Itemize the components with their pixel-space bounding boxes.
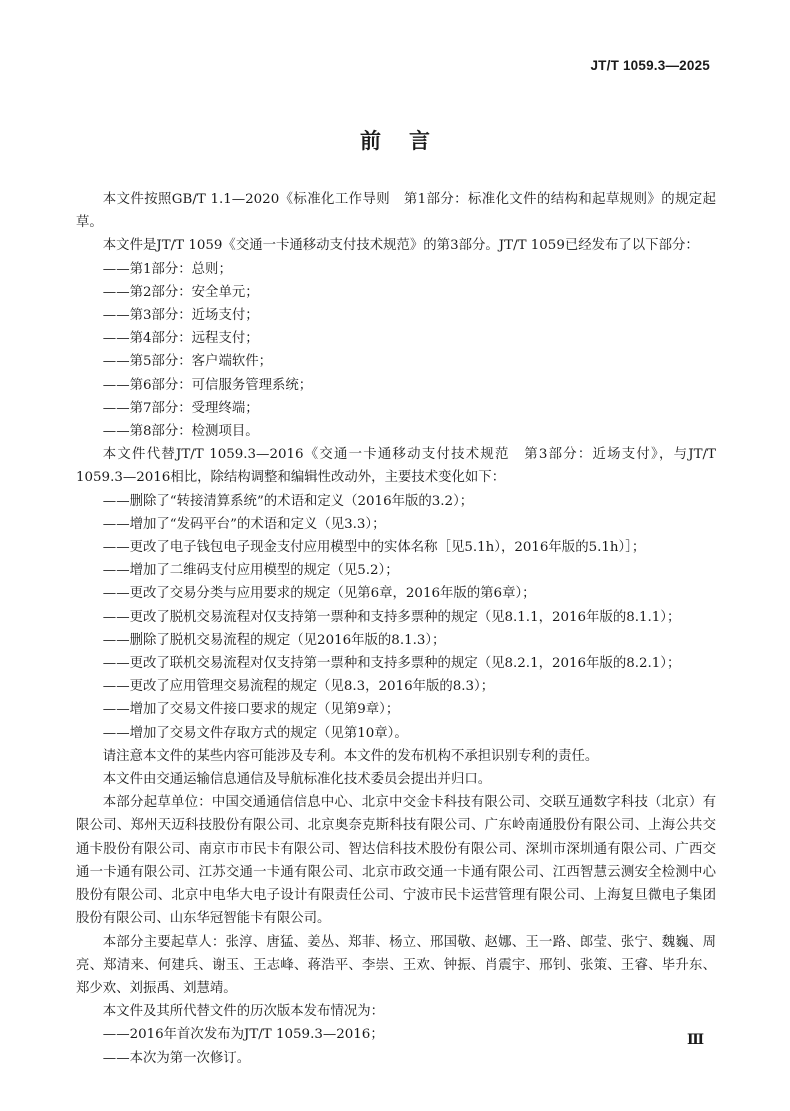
paragraph: ——第4部分：远程支付； (102, 331, 259, 347)
paragraph: 本部分起草单位：中国交通通信信息中心、北京中交金卡科技有限公司、交联互通数字科技（北京）有限公司、郑州天迈科技股份有限公司、北京奥奈克斯科技有限公司、广东岭南通股份有限公司、上海公共交通卡股份有限公司、南京市市民卡有限公司、智达信科技术股份有限公司、深圳市深圳通有限公司、广西交通一卡通有限公司、江苏交通一卡通有限公司、北京市政交通一卡通有限公司、江西智慧云测安全检测中心股份有限公司、北京中电华大电子设计有限责任公司、宁波市民卡运营管理有限公司、上海复旦微电子集团股份有限公司、山东华冠智能卡有限公司。 (76, 795, 716, 927)
paragraph: ——第7部分：受理终端； (102, 400, 259, 416)
paragraph: 本文件由交通运输信息通信及导航标准化技术委员会提出并归口。 (102, 772, 492, 788)
paragraph: 本文件及其所代替文件的历次版本发布情况为： (102, 1004, 384, 1020)
paragraph: ——第1部分：总则； (102, 261, 232, 277)
paragraph: ——更改了应用管理交易流程的规定（见8.3，2016年版的8.3）； (102, 679, 495, 695)
paragraph: 本部分主要起草人：张淳、唐猛、姜丛、郑菲、杨立、邢国敬、赵娜、王一路、郎莹、张宁、魏巍、周亮、郑清来、何建兵、谢玉、王志峰、蒋浩平、李崇、王欢、钟振、肖震宇、邢钊、张策、王睿、毕升东、郑少欢、刘振禹、刘慧靖。 (76, 934, 716, 996)
paragraph: ——第3部分：近场支付； (102, 308, 259, 324)
paragraph: ——删除了脱机交易流程的规定（见2016年版的8.1.3）； (102, 632, 446, 648)
paragraph: ——增加了二维码支付应用模型的规定（见5.2）； (102, 563, 399, 579)
document-code: JT/T 1059.3—2025 (590, 58, 710, 73)
paragraph: ——增加了交易文件接口要求的规定（见第9章）； (102, 702, 400, 718)
paragraph: ——更改了电子钱包电子现金支付应用模型中的实体名称［见5.1h），2016年版的5.1h）］； (102, 540, 646, 556)
paragraph: ——增加了“发码平台”的术语和定义（见3.3）； (102, 516, 386, 532)
paragraph: ——删除了“转接清算系统”的术语和定义（2016年版的3.2）； (102, 493, 474, 509)
paragraph: ——2016年首次发布为JT/T 1059.3—2016； (102, 1027, 384, 1043)
paragraph: ——本次为第一次修订。 (102, 1050, 251, 1066)
paragraph: 本文件按照GB/T 1.1—2020《标准化工作导则 第1部分：标准化文件的结构和起草规则》的规定起草。 (76, 192, 716, 231)
paragraph: ——更改了交易分类与应用要求的规定（见第6章，2016年版的第6章）； (102, 586, 536, 602)
paragraph: 本文件代替JT/T 1059.3—2016《交通一卡通移动支付技术规范 第3部分：近场支付》，与JT/T 1059.3—2016相比，除结构调整和编辑性改动外，主要技术变化如下： (76, 447, 716, 486)
paragraph: ——更改了脱机交易流程对仅支持第一票种和支持多票种的规定（见8.1.1，2016年版的8.1.1）； (102, 609, 681, 625)
paragraph: ——第6部分：可信服务管理系统； (102, 377, 313, 393)
paragraph: ——更改了联机交易流程对仅支持第一票种和支持多票种的规定（见8.2.1，2016年版的8.2.1）； (102, 656, 681, 672)
page-title: 前言 (360, 129, 458, 153)
paragraph: 请注意本文件的某些内容可能涉及专利。本文件的发布机构不承担识别专利的责任。 (102, 748, 599, 764)
foreword-body (76, 188, 716, 1070)
page-number: Ⅲ (686, 1032, 704, 1048)
paragraph: ——增加了交易文件存取方式的规定（见第10章）。 (102, 725, 408, 741)
paragraph: ——第8部分：检测项目。 (102, 424, 259, 440)
paragraph: ——第5部分：客户端软件； (102, 354, 273, 370)
paragraph: ——第2部分：安全单元； (102, 284, 259, 300)
paragraph: 本文件是JT/T 1059《交通一卡通移动支付技术规范》的第3部分。JT/T 1059已经发布了以下部分： (102, 238, 699, 254)
